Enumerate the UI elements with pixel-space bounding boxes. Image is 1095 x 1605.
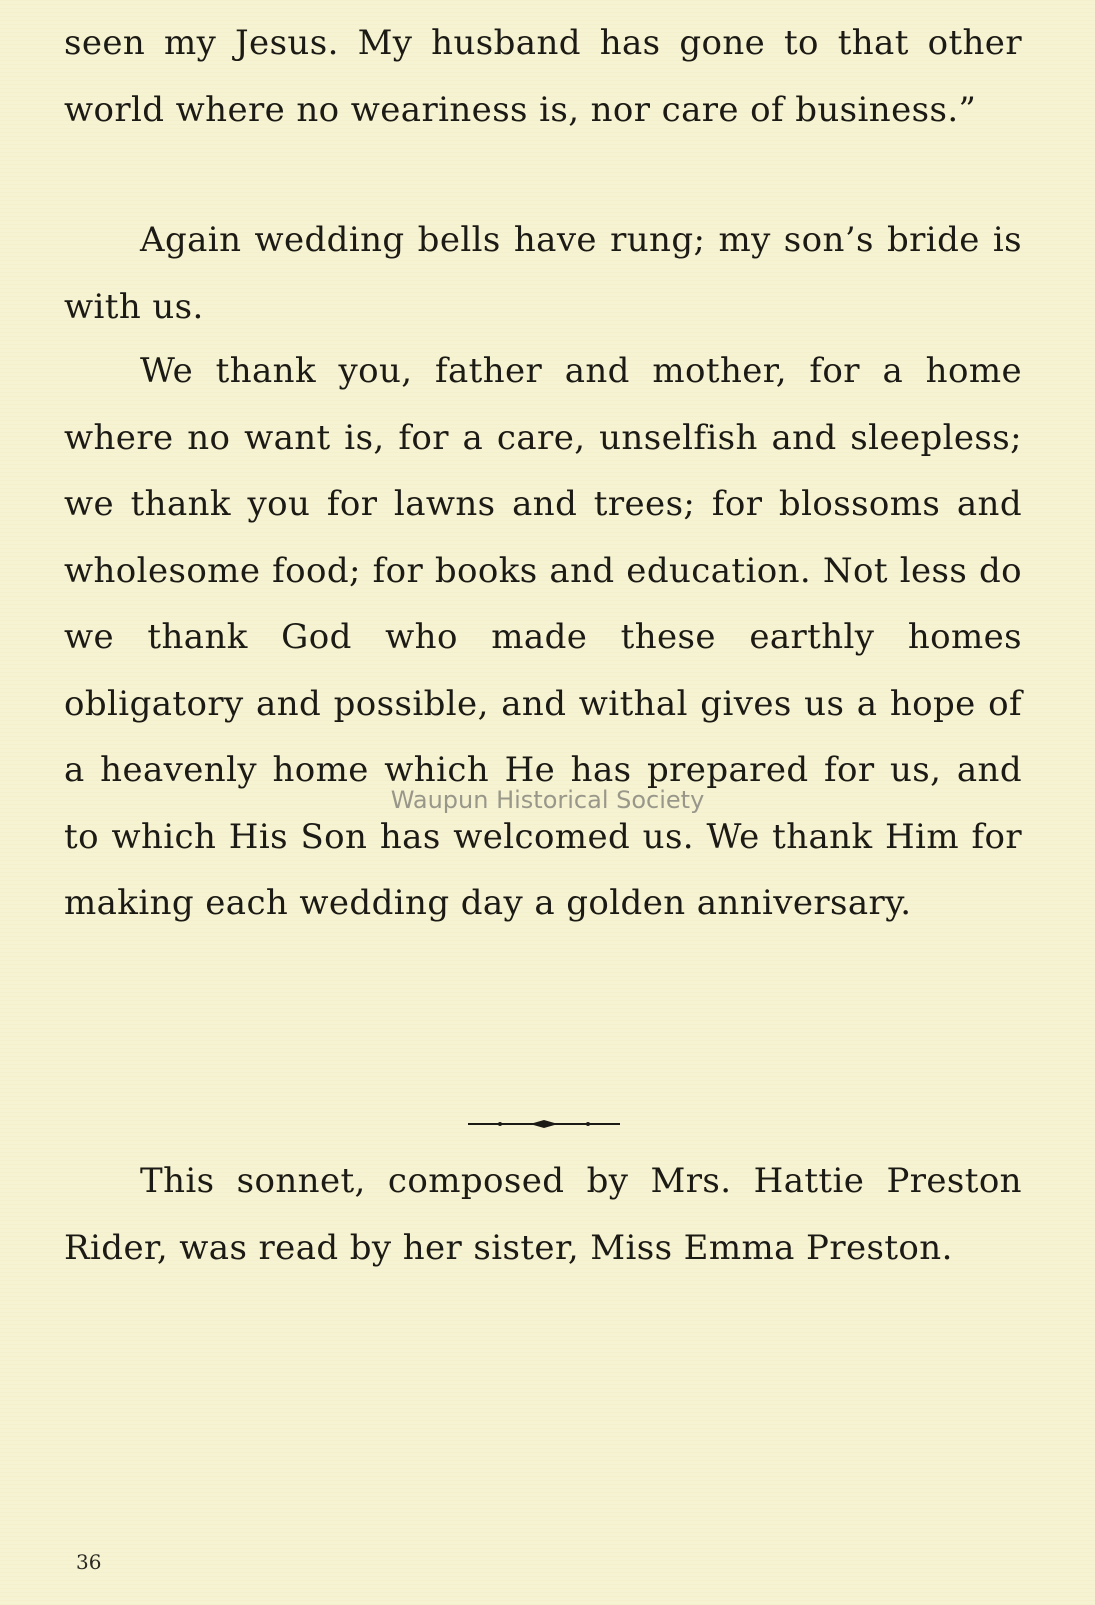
- watermark-text: Waupun Historical Society: [390, 786, 705, 814]
- paragraph-continuation: seen my Jesus. My husband has gone to that other world where no weariness is, nor care of business.”: [64, 23, 1022, 130]
- ornament-divider: [468, 1118, 620, 1130]
- page-number: 36: [76, 1550, 102, 1574]
- paragraph-sonnet-note: This sonnet, composed by Mrs. Hattie Preston Rider, was read by her sister, Miss Emma Preston.: [64, 1161, 1022, 1268]
- paragraph-wedding-bells: Again wedding bells have rung; my son’s bride is with us.: [64, 220, 1022, 327]
- paragraph-thanks: We thank you, father and mother, for a home where no want is, for a care, unselfish and sleepless; we thank you for lawns and trees; for blossoms and wholesome food; for books and education. Not less do we thank God who made these earthly homes obligatory and possible, and withal gives us a hope of a heavenly home which He has prepared for us, and to which His Son has welcomed us. We thank Him for making each wedding day a golden anniversary.: [64, 351, 1022, 923]
